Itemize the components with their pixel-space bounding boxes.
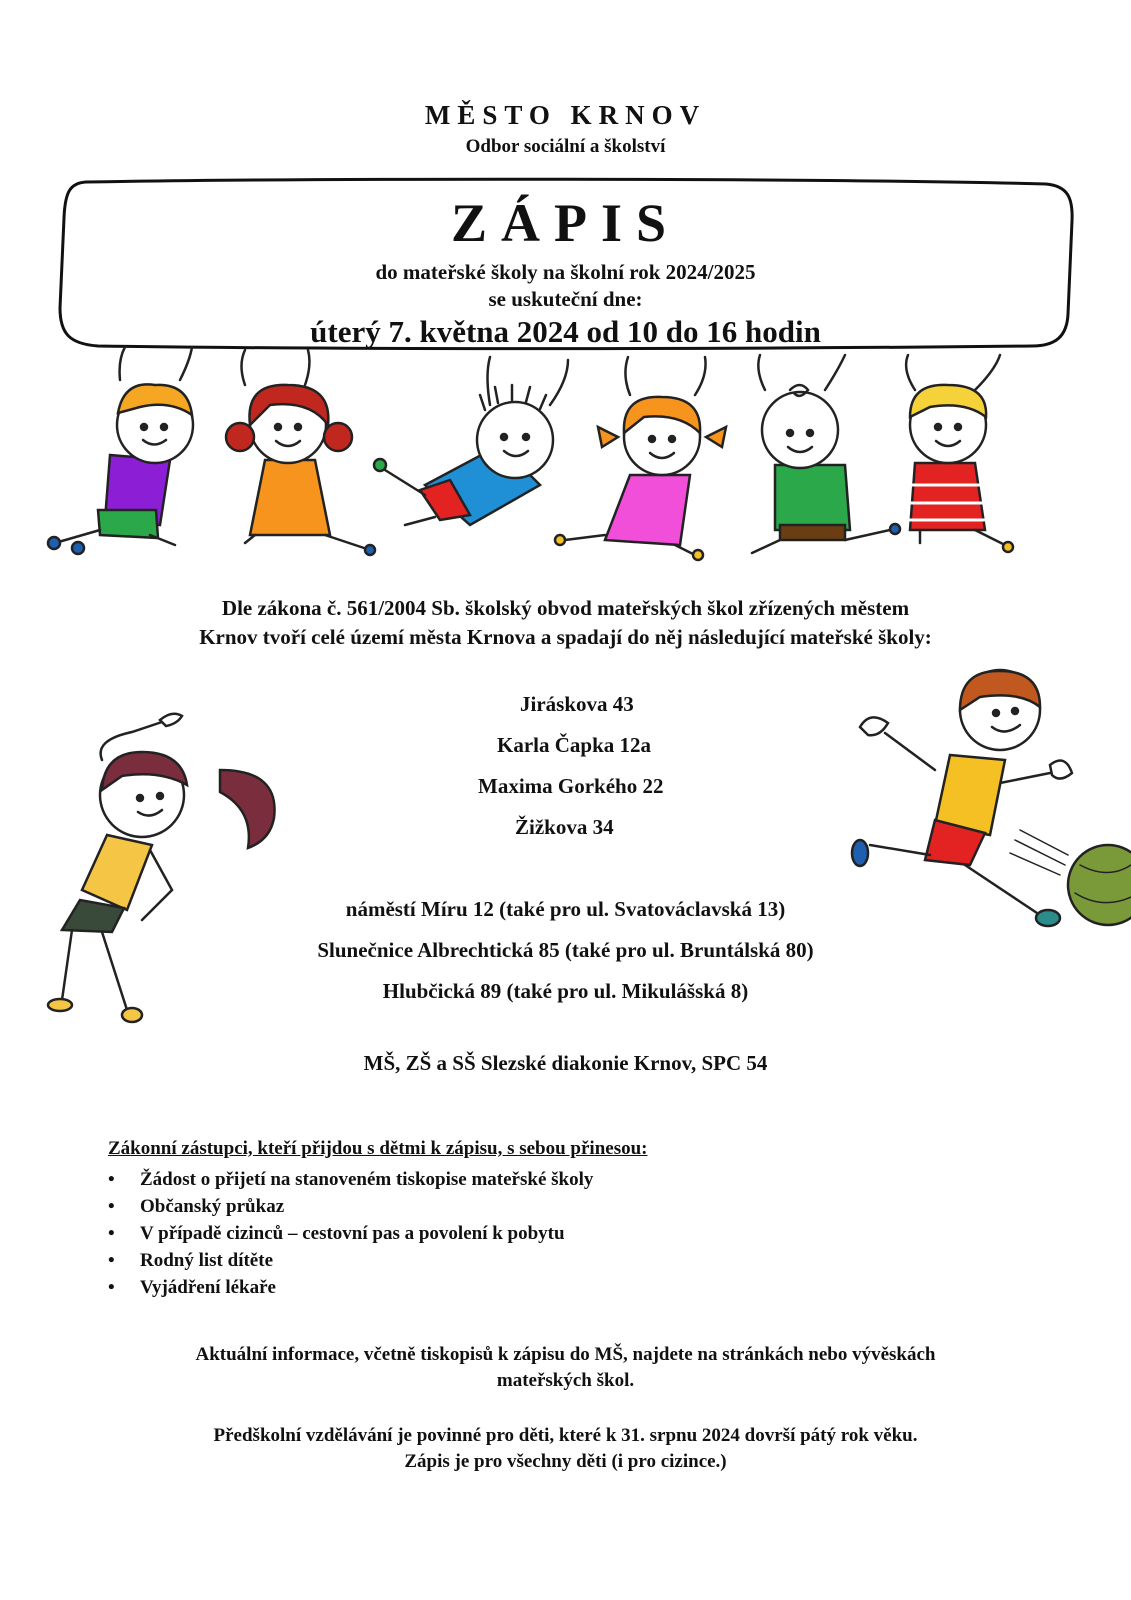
requirement-item: • V případě cizinců – cestovní pas a povolení k pobytu bbox=[108, 1220, 593, 1247]
stretching-girl-icon bbox=[42, 700, 277, 1035]
school-item: Jiráskova 43 bbox=[520, 692, 634, 716]
enrollment-date: úterý 7. května 2024 od 10 do 16 hodin bbox=[310, 314, 821, 349]
requirement-item: • Vyjádření lékaře bbox=[108, 1274, 593, 1301]
kid-1-icon bbox=[48, 347, 193, 554]
info-line-1: Aktuální informace, včetně tiskopisů k zápisu do MŠ, najdete na stránkách nebo vývěskách bbox=[195, 1344, 936, 1365]
requirement-item: • Rodný list dítěte bbox=[108, 1247, 593, 1274]
kid-3-icon bbox=[374, 357, 568, 525]
requirements-heading: Zákonní zástupci, kteří přijdou s dětmi k zápisu, s sebou přinesou: bbox=[108, 1138, 648, 1159]
school-item: Žižkova 34 bbox=[515, 815, 614, 839]
running-boy-with-ball-icon bbox=[840, 665, 1131, 950]
school-item: náměstí Míru 12 (také pro ul. Svatováclavská 13) bbox=[345, 897, 786, 921]
kid-6-icon bbox=[906, 355, 1013, 552]
department-name: Odbor sociální a školství bbox=[465, 136, 666, 157]
six-kids-holding-banner-icon bbox=[40, 345, 1091, 570]
law-line-1: Dle zákona č. 561/2004 Sb. školský obvod mateřských škol zřízených městem bbox=[221, 596, 910, 620]
info-line-2: mateřských škol. bbox=[496, 1370, 635, 1391]
banner-title: ZÁPIS bbox=[450, 193, 681, 253]
school-item: Karla Čapka 12a bbox=[497, 733, 652, 757]
requirements-list bbox=[108, 1166, 593, 1301]
requirement-item: • Občanský průkaz bbox=[108, 1193, 593, 1220]
preschool-line-1: Předškolní vzdělávání je povinné pro děti, které k 31. srpnu 2024 dovrší pátý rok věku. bbox=[213, 1425, 918, 1446]
info-paragraph bbox=[0, 1342, 1131, 1394]
preschool-paragraph bbox=[0, 1423, 1131, 1475]
law-line-2: Krnov tvoří celé území města Krnova a spadají do něj následující mateřské školy: bbox=[199, 625, 932, 649]
school-item: Maxima Gorkého 22 bbox=[478, 774, 664, 798]
city-name: MĚSTO KRNOV bbox=[424, 100, 707, 130]
requirement-item: • Žádost o přijetí na stanoveném tiskopise mateřské školy bbox=[108, 1166, 593, 1193]
kid-5-icon bbox=[752, 355, 900, 553]
kid-2-icon bbox=[226, 350, 375, 555]
school-item: Hlubčická 89 (také pro ul. Mikulášská 8) bbox=[382, 979, 749, 1003]
school-item: MŠ, ZŠ a SŠ Slezské diakonie Krnov, SPC 54 bbox=[363, 1051, 768, 1075]
preschool-line-2: Zápis je pro všechny děti (i pro cizince.) bbox=[404, 1451, 727, 1472]
law-paragraph bbox=[0, 594, 1131, 652]
banner-subtitle-2: se uskuteční dne: bbox=[488, 287, 643, 311]
kid-4-icon bbox=[555, 357, 726, 560]
school-item: Slunečnice Albrechtická 85 (také pro ul. Bruntálská 80) bbox=[317, 938, 814, 962]
banner-subtitle: do mateřské školy na školní rok 2024/2025 bbox=[375, 260, 756, 284]
